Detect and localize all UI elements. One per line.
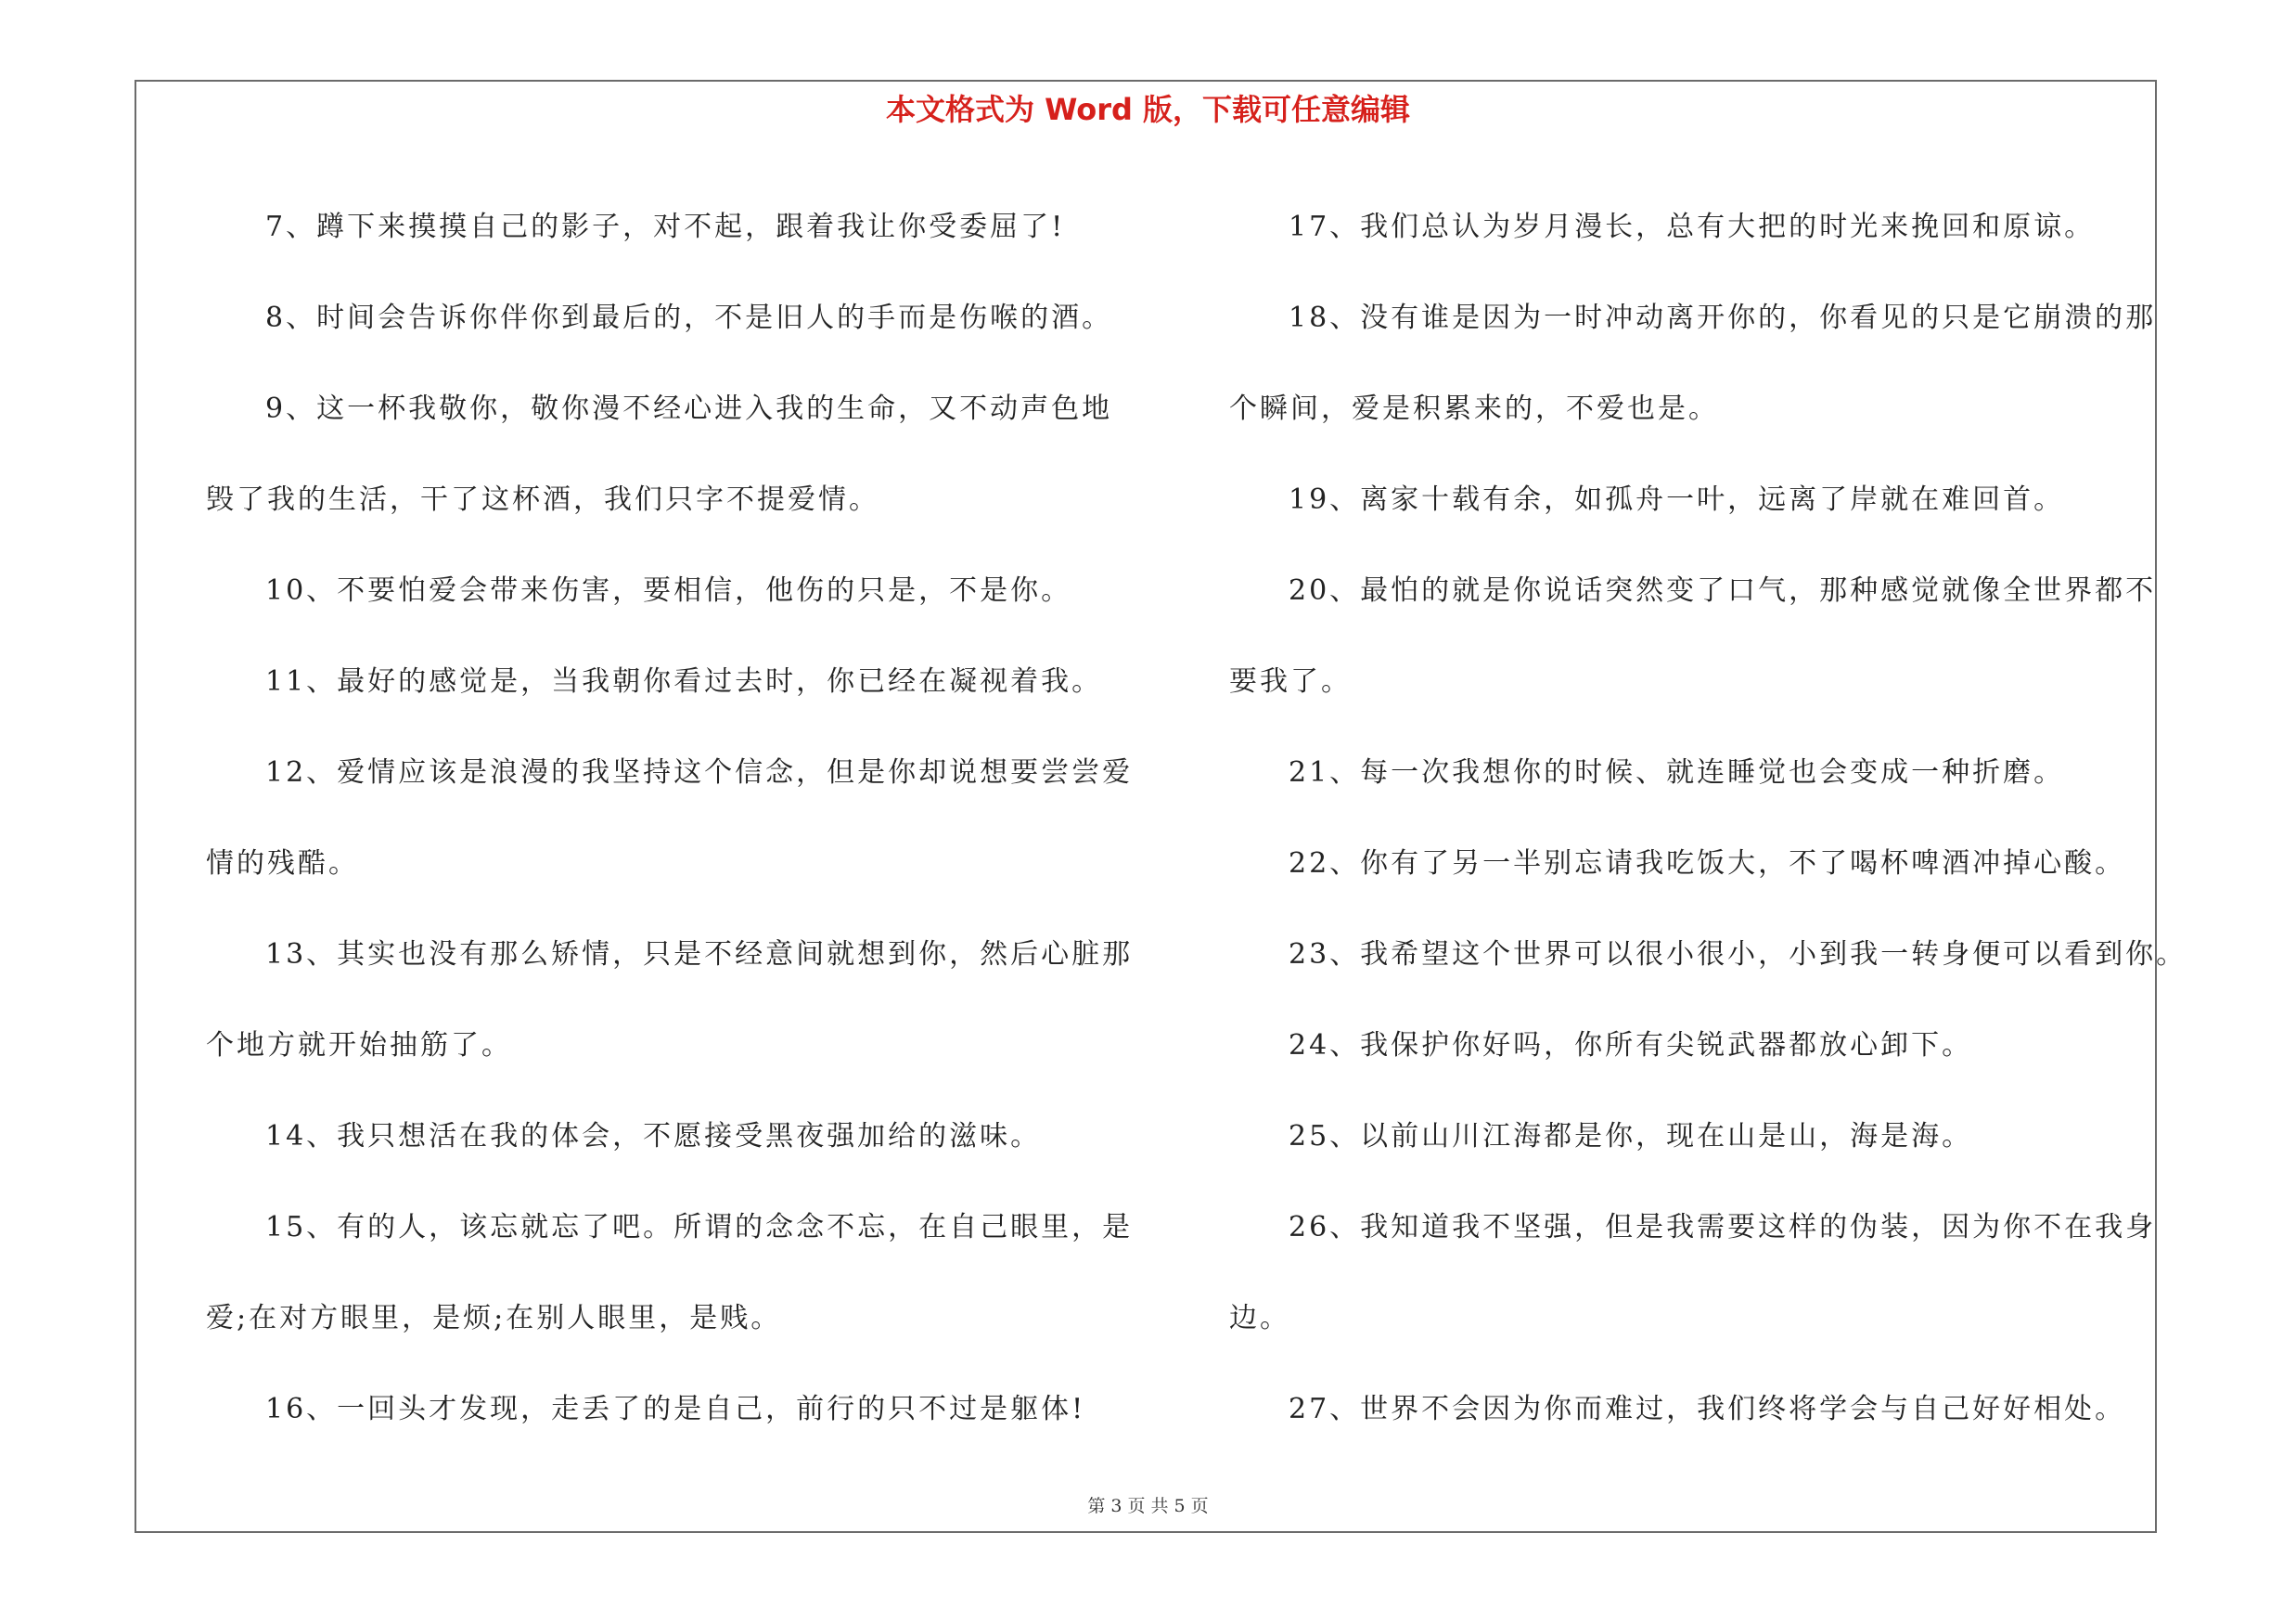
text-line: 14、我只想活在我的体会，不愿接受黑夜强加给的滋味。 — [265, 1120, 1042, 1153]
text-line: 27、世界不会因为你而难过，我们终将学会与自己好好相处。 — [1289, 1393, 2126, 1425]
text-line: 个瞬间，爱是积累来的，不爱也是。 — [1229, 393, 1719, 425]
text-line: 23、我希望这个世界可以很小很小，小到我一转身便可以看到你。 — [1289, 938, 2187, 971]
text-line: 26、我知道我不坚强，但是我需要这样的伪装，因为你不在我身 — [1289, 1211, 2157, 1243]
text-line: 爱;在对方眼里，是烦;在别人眼里，是贱。 — [206, 1302, 782, 1334]
format-banner: 本文格式为 Word 版，下载可任意编辑 — [885, 92, 1411, 127]
text-line: 个地方就开始抽筋了。 — [206, 1029, 512, 1062]
page-number: 第 3 页 共 5 页 — [1087, 1496, 1209, 1516]
text-line: 毁了我的生活，干了这杯酒，我们只字不提爱情。 — [206, 483, 879, 516]
text-line: 13、其实也没有那么矫情，只是不经意间就想到你，然后心脏那 — [265, 938, 1134, 971]
text-line: 16、一回头才发现，走丢了的是自己，前行的只不过是躯体! — [265, 1393, 1086, 1425]
text-line: 边。 — [1229, 1302, 1290, 1334]
text-line: 24、我保护你好吗，你所有尖锐武器都放心卸下。 — [1289, 1029, 1973, 1062]
text-line: 15、有的人，该忘就忘了吧。所谓的念念不忘，在自己眼里，是 — [265, 1211, 1134, 1243]
text-line: 情的残酷。 — [206, 847, 359, 880]
text-line: 25、以前山川江海都是你，现在山是山，海是海。 — [1289, 1120, 1973, 1153]
text-line: 20、最怕的就是你说话突然变了口气，那种感觉就像全世界都不 — [1289, 574, 2157, 607]
text-line: 18、没有谁是因为一时冲动离开你的，你看见的只是它崩溃的那 — [1289, 302, 2157, 334]
text-line: 21、每一次我想你的时候、就连睡觉也会变成一种折磨。 — [1289, 756, 2065, 789]
text-line: 9、这一杯我敬你，敬你漫不经心进入我的生命，又不动声色地 — [265, 393, 1113, 425]
text-line: 要我了。 — [1229, 665, 1352, 698]
text-line: 7、蹲下来摸摸自己的影子，对不起，跟着我让你受委屈了! — [265, 211, 1066, 243]
text-line: 8、时间会告诉你伴你到最后的，不是旧人的手而是伤喉的酒。 — [265, 302, 1113, 334]
right-column — [1229, 182, 2187, 1455]
text-line: 19、离家十载有余，如孤舟一叶，远离了岸就在难回首。 — [1289, 483, 2065, 516]
text-line: 22、你有了另一半别忘请我吃饭大，不了喝杯啤酒冲掉心酸。 — [1289, 847, 2126, 880]
left-column — [206, 182, 1134, 1455]
text-line: 17、我们总认为岁月漫长，总有大把的时光来挽回和原谅。 — [1289, 211, 2096, 243]
text-line: 11、最好的感觉是，当我朝你看过去时，你已经在凝视着我。 — [265, 665, 1103, 698]
text-line: 12、爱情应该是浪漫的我坚持这个信念，但是你却说想要尝尝爱 — [265, 756, 1134, 789]
text-line: 10、不要怕爱会带来伤害，要相信，他伤的只是，不是你。 — [265, 574, 1072, 607]
